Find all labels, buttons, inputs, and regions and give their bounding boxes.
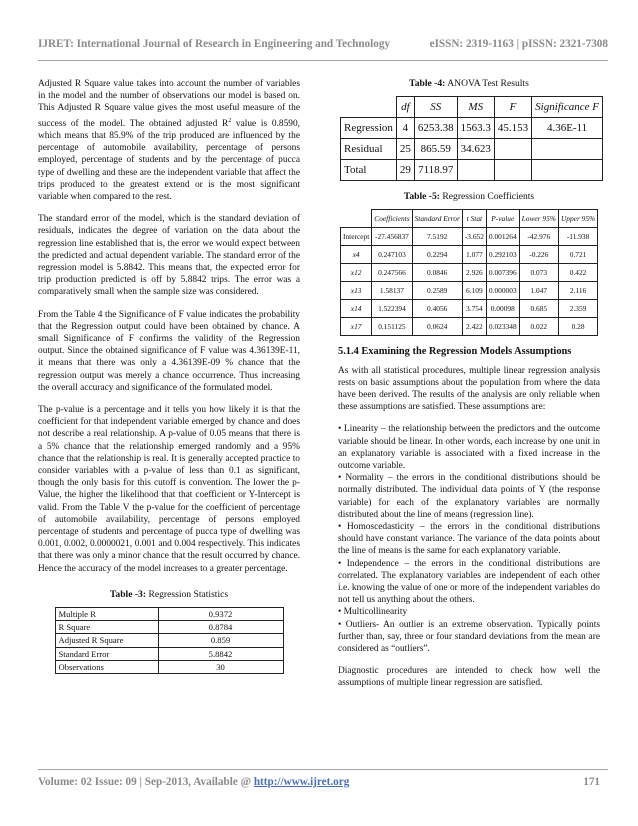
table-row [341, 118, 603, 139]
anova-cell: 1563.3 [457, 118, 494, 139]
coef-header: Upper 95% [558, 210, 597, 228]
paragraph-assumptions-intro: As with all statistical procedures, multiple linear regression analysis rests on basic assumptions about the population from where the data have been derived. The results of the analysis are only reliable when these assumptions are satisfied. These assumptions are: [338, 365, 600, 413]
coef-header [341, 210, 372, 228]
table4-caption: Table -4: ANOVA Test Results [409, 78, 529, 89]
coef-cell: 0.000003 [486, 282, 519, 300]
page-header [38, 38, 608, 50]
table-row [341, 300, 598, 318]
coef-cell: 6.109 [462, 282, 486, 300]
stat-value: 0.9372 [158, 608, 283, 621]
coef-cell: 1.077 [462, 246, 486, 264]
bullet-linearity: • Linearity – the relationship between the predictors and the outcome variable should be linear. In other words, each increase by one unit in an explanatory variable is associated with a fixed increase in the outcome variable. [338, 424, 600, 472]
anova-cell [532, 160, 603, 181]
anova-cell: 45.153 [494, 118, 531, 139]
coef-header: Lower 95% [519, 210, 558, 228]
coef-cell: 0.2589 [412, 282, 462, 300]
anova-cell: 25 [396, 139, 414, 160]
coef-cell: 0.247103 [372, 246, 412, 264]
coef-cell: 0.422 [558, 264, 597, 282]
page-number: 171 [583, 776, 600, 788]
stat-label: Multiple R [55, 608, 158, 621]
header-rule [38, 60, 608, 61]
bullet-independence: • Independence – the errors in the conditional distributions are correlated. The explanatory variables are independent of each other i.e. knowing the value of one or more of the independent variables do not tell us anything about the others. [338, 558, 600, 606]
stat-value: 30 [158, 660, 283, 673]
coef-cell: 0.0846 [412, 264, 462, 282]
anova-cell: 29 [396, 160, 414, 181]
coef-cell: x14 [341, 300, 372, 318]
stat-label: Observations [55, 660, 158, 673]
issn: eISSN: 2319-1163 | pISSN: 2321-7308 [429, 38, 608, 50]
regression-coefficients-table [340, 209, 598, 336]
anova-cell: Regression [341, 118, 397, 139]
section-title: 5.1.4 Examining the Regression Models Assumptions [338, 346, 572, 358]
anova-header: SS [414, 97, 457, 118]
page-footer [38, 776, 600, 788]
anova-cell: Residual [341, 139, 397, 160]
coef-header: Coefficients [372, 210, 412, 228]
coef-cell: 0.2294 [412, 246, 462, 264]
anova-cell: 865.59 [414, 139, 457, 160]
coef-cell: 0.001264 [486, 228, 519, 246]
anova-header: df [396, 97, 414, 118]
coef-cell: 0.151125 [372, 318, 412, 336]
coef-cell: 0.022 [519, 318, 558, 336]
coef-cell: 2.359 [558, 300, 597, 318]
coef-cell: -11.938 [558, 228, 597, 246]
coef-header: P-value [486, 210, 519, 228]
table-row [55, 660, 283, 673]
coef-cell: x12 [341, 264, 372, 282]
coef-cell: -0.226 [519, 246, 558, 264]
table-row [341, 139, 603, 160]
coef-cell: x4 [341, 246, 372, 264]
coef-cell: 0.247566 [372, 264, 412, 282]
coef-cell: 2.116 [558, 282, 597, 300]
stat-label: R Square [55, 621, 158, 634]
right-column [338, 78, 600, 700]
table-row [341, 246, 598, 264]
table3-caption: Table -3: Regression Statistics [109, 588, 229, 600]
table-row [341, 282, 598, 300]
bullet-outliers: • Outliers- An outlier is an extreme observation. Typically points further than, say, three or four standard deviations from the mean are considered as “outliers”. [338, 619, 600, 655]
coef-cell: 0.0624 [412, 318, 462, 336]
paragraph-standard-error: The standard error of the model, which is the standard deviation of residuals, indicates the degree of variation on the data about the regression line established that is, the error we would expect between the predicted and actual dependent variable. The standard error of the regression model is 5.8842. This means that, the expected error for trip production predicted is off by 5.8842 trips. The error was a comparatively small when the sample size was considered. [38, 214, 300, 298]
anova-cell: 34.623 [457, 139, 494, 160]
footer-volume: Volume: 02 Issue: 09 | Sep-2013, Available @ http://www.ijret.org [38, 776, 350, 788]
paragraph-significance-f: From the Table 4 the Significance of F value indicates the probability that the Regression output could have been obtained by chance. A small Significance of F confirms the validity of the Regression output. Since the obtained significance of F value was 4.36139E-11, it means that there was only a 4.36139E-09 % chance that the regression output was merely a chance occurrence. Thus increasing the overall accuracy and significance of the formulated model. [38, 309, 300, 393]
coef-header: Standard Error [412, 210, 462, 228]
table-row [55, 634, 283, 647]
anova-cell [494, 139, 531, 160]
coef-cell: 2.422 [462, 318, 486, 336]
table-row [341, 264, 598, 282]
coef-cell: 0.007396 [486, 264, 519, 282]
anova-cell: 6253.38 [414, 118, 457, 139]
journal-link[interactable]: http://www.ijret.org [253, 776, 350, 788]
coef-cell: 1.522394 [372, 300, 412, 318]
anova-header: Significance F [532, 97, 603, 118]
left-column [38, 78, 300, 674]
coef-cell: x13 [341, 282, 372, 300]
table-row [341, 318, 598, 336]
coef-cell: 0.292103 [486, 246, 519, 264]
coef-cell: -27.456837 [372, 228, 412, 246]
table-row [341, 228, 598, 246]
paragraph-adjusted-r-square: Adjusted R Square value takes into account the number of variables in the model and the number of observations our model is based on. This Adjusted R Square value gives the most useful measure of the success of the model. The obtained adjusted $R^2$ value is 0.8590, which means that 85.9% of the trip produced are influenced by the percentage of automobile availability, percentage of persons employed, percentage of students and by the percentage of pucca type of dwelling and these are the independent variable that affect the trips produced to the greatest extend or is the most significant variable when compared to the rest. [38, 79, 300, 202]
table-row [55, 608, 283, 621]
coef-cell: 0.023348 [486, 318, 519, 336]
anova-cell: 7118.97 [414, 160, 457, 181]
anova-header: MS [457, 97, 494, 118]
coef-cell: 0.685 [519, 300, 558, 318]
regression-statistics-table [55, 607, 284, 674]
anova-cell: 4 [396, 118, 414, 139]
coef-cell: Intercept [341, 228, 372, 246]
stat-label: Adjusted R Square [55, 634, 158, 647]
coef-cell: 2.926 [462, 264, 486, 282]
journal-title: IJRET: International Journal of Research in Engineering and Technology [38, 38, 391, 50]
anova-cell [457, 160, 494, 181]
coef-cell: 0.721 [558, 246, 597, 264]
coef-cell: -3.652 [462, 228, 486, 246]
coef-cell: 1.047 [519, 282, 558, 300]
table-row [55, 647, 283, 660]
coef-cell: 0.00098 [486, 300, 519, 318]
anova-header: F [494, 97, 531, 118]
coef-cell: -42.976 [519, 228, 558, 246]
stat-value: 5.8842 [158, 647, 283, 660]
coef-cell: 0.4056 [412, 300, 462, 318]
anova-table [340, 96, 603, 181]
anova-header [341, 97, 397, 118]
anova-cell: Total [341, 160, 397, 181]
coef-cell: 0.073 [519, 264, 558, 282]
table5-caption: Table -5: Regression Coefficients [403, 191, 535, 203]
bullet-multicollinearity: • Multicollinearity [338, 607, 408, 618]
coef-cell: 3.754 [462, 300, 486, 318]
anova-cell [494, 160, 531, 181]
table-row [341, 160, 603, 181]
table-row [55, 621, 283, 634]
coef-cell: x17 [341, 318, 372, 336]
stat-label: Standard Error [55, 647, 158, 660]
paragraph-diagnostics: Diagnostic procedures are intended to check how well the assumptions of multiple linear regression are satisfied. [338, 666, 600, 689]
paragraph-p-value: The p-value is a percentage and it tells you how likely it is that the coefficient for that independent variable emerged by chance and does not describe a real relationship. A p-value of 0.05 means that there is a 5% chance that the relationship emerged randomly and a 95% chance that the relationship is real. It is generally accepted practice to consider variables with a p-value of less than 0.1 as significant, though the only basis for this cutoff is convention. The lower the p-Value, the higher the likelihood that that coefficient or Y-Intercept is valid. From the Table V the p-value for the coefficient of percentage of automobile availability, percentage of persons employed percentage of students and percentage of pucca type of dwelling was 0.001, 0.002, 0.0000021, 0.001 and 0.004 respectively. This indicates that there was only a minor chance that the result occurred by chance. Hence the accuracy of the model increases to a greater percentage. [38, 405, 300, 574]
stat-value: 0.859 [158, 634, 283, 647]
coef-cell: 0.28 [558, 318, 597, 336]
coef-cell: 7.5192 [412, 228, 462, 246]
anova-cell: 4.36E-11 [532, 118, 603, 139]
coef-header: t Stat [462, 210, 486, 228]
bullet-normality: • Normality – the errors in the conditional distributions should be normally distributed. The individual data points of Y (the response variable) for each of the explanatory variables are normally distributed about the line of means (regression line). [338, 473, 600, 520]
bullet-homoscedasticity: • Homoscedasticity – the errors in the conditional distributions should have constant variance. The variance of the data points about the line of means is the same for each explanatory variable. [338, 522, 600, 557]
anova-cell [532, 139, 603, 160]
footer-rule [38, 769, 608, 770]
stat-value: 0.8784 [158, 621, 283, 634]
coef-cell: 1.58137 [372, 282, 412, 300]
